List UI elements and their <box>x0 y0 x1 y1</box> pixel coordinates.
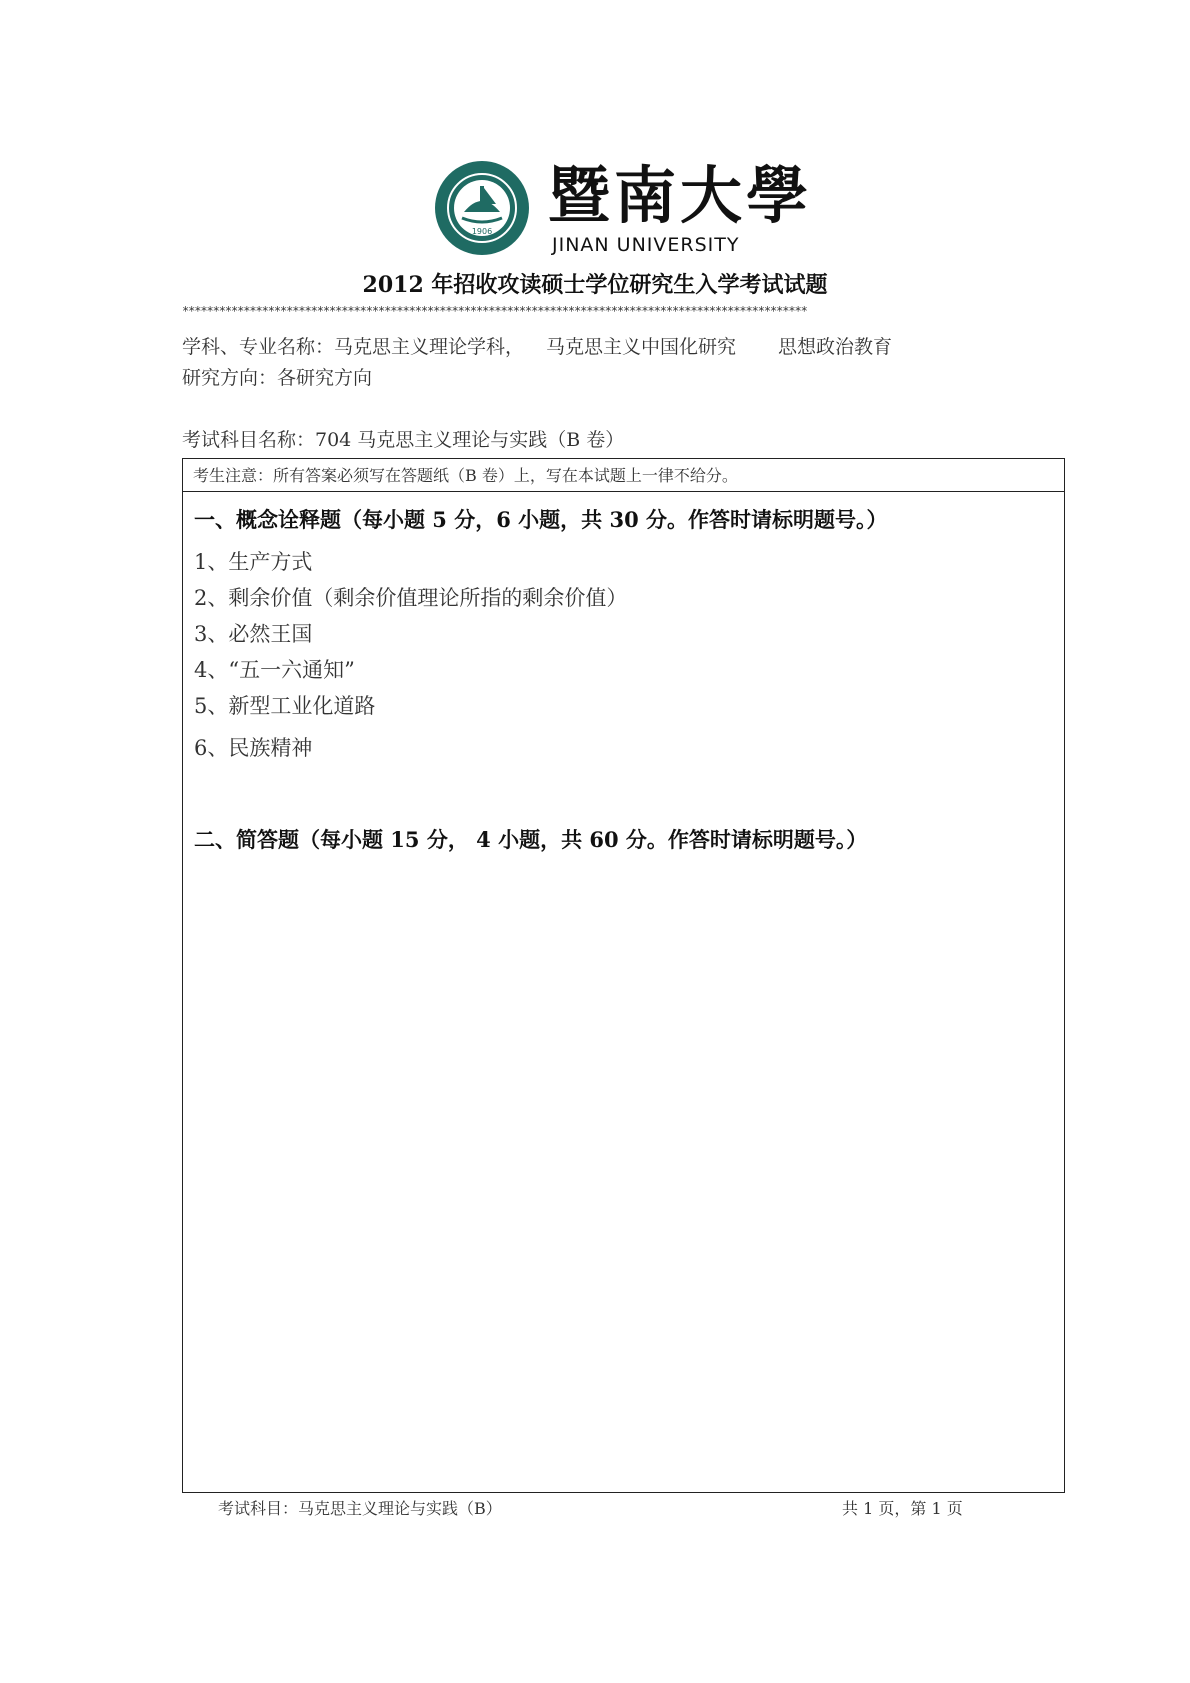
separator-line: ****************************************************************************************************** <box>182 304 807 318</box>
svg-text:1906: 1906 <box>471 227 493 236</box>
question-4: 4、“五一六通知” <box>194 658 355 682</box>
exam-subject: 考试科目名称：704 马克思主义理论与实践（B 卷） <box>182 429 625 451</box>
major-label: 学科、专业名称： <box>182 336 335 358</box>
section-2-heading: 二、简答题（每小题 15 分， 4 小题，共 60 分。作答时请标明题号。） <box>194 827 868 852</box>
major-3: 思想政治教育 <box>778 336 893 358</box>
section-1-heading: 一、概念诠释题（每小题 5 分，6 小题，共 30 分。作答时请标明题号。） <box>194 507 888 532</box>
research-direction: 研究方向：各研究方向 <box>182 367 373 389</box>
question-6: 6、民族精神 <box>194 736 313 760</box>
question-2: 2、剩余价值（剩余价值理论所指的剩余价值） <box>194 586 628 610</box>
question-1: 1、生产方式 <box>194 550 313 574</box>
question-5: 5、新型工业化道路 <box>194 694 376 718</box>
major-line <box>182 332 892 359</box>
logo-wordmark-chinese: 暨南大學 <box>548 159 813 232</box>
footer-page-count: 共 1 页，第 1 页 <box>842 1499 963 1518</box>
university-seal-icon <box>434 160 530 256</box>
major-2: 马克思主义中国化研究 <box>546 336 737 358</box>
question-3: 3、必然王国 <box>194 622 313 646</box>
major-1: 马克思主义理论学科， <box>334 336 525 358</box>
logo-wordmark-english: JINAN UNIVERSITY <box>552 234 740 256</box>
exam-title: 2012 年招收攻读硕士学位研究生入学考试试题 <box>362 272 828 298</box>
university-logo <box>434 159 813 260</box>
footer-subject: 考试科目：马克思主义理论与实践（B） <box>218 1499 502 1518</box>
candidate-notice: 考生注意：所有答案必须写在答题纸（B 卷）上，写在本试题上一律不给分。 <box>183 459 1064 492</box>
exam-box <box>182 458 1065 1493</box>
